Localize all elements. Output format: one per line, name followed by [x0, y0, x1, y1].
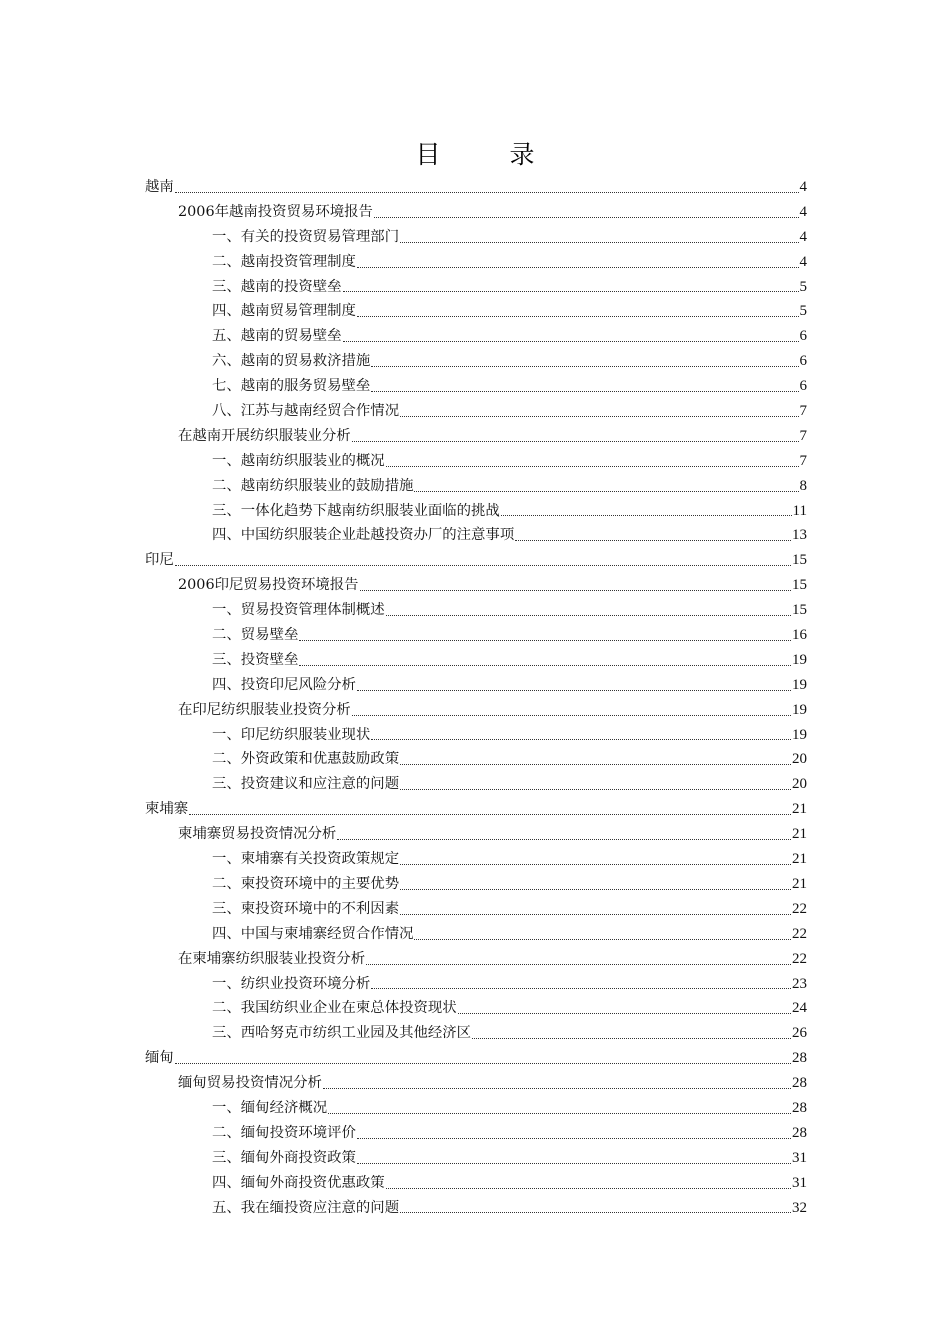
dot-leader	[323, 1088, 791, 1089]
toc-entry[interactable]	[145, 623, 807, 648]
toc-entry-label: 在柬埔寨纺织服装业投资分析	[178, 950, 366, 967]
dot-leader	[400, 789, 791, 790]
toc-entry-label: 一、有关的投资贸易管理部门	[212, 228, 400, 245]
dot-leader	[400, 764, 791, 765]
toc-entry-page-number: 11	[792, 502, 807, 519]
dot-leader	[371, 366, 798, 367]
dot-leader	[371, 391, 798, 392]
toc-entry-page-number: 21	[792, 851, 807, 868]
toc-entry-page-number: 28	[792, 1050, 807, 1067]
toc-entry-label: 越南	[145, 179, 174, 195]
toc-entry[interactable]	[145, 772, 807, 797]
toc-entry-page-number: 15	[792, 602, 807, 619]
dot-leader	[366, 964, 791, 965]
dot-leader	[386, 1188, 791, 1189]
toc-entry-page-number: 22	[792, 925, 807, 942]
toc-entry-page-number: 4	[799, 203, 807, 220]
toc-entry-label: 二、我国纺织业企业在柬总体投资现状	[212, 1000, 457, 1017]
toc-entry-page-number: 19	[792, 651, 807, 668]
dot-leader	[400, 416, 798, 417]
toc-entry-label: 一、越南纺织服装业的概况	[212, 452, 385, 469]
toc-entry-label: 二、缅甸投资环境评价	[212, 1124, 356, 1141]
toc-entry-label: 印尼	[145, 552, 174, 569]
toc-entry[interactable]	[145, 349, 807, 374]
toc-entry-label: 二、柬投资环境中的主要优势	[212, 875, 400, 892]
toc-entry[interactable]	[145, 424, 807, 449]
toc-entry[interactable]	[145, 797, 807, 822]
toc-entry[interactable]	[145, 747, 807, 772]
dot-leader	[501, 515, 792, 516]
toc-entry-page-number: 4	[799, 228, 807, 245]
toc-entry[interactable]	[145, 897, 807, 922]
toc-entry-page-number: 5	[799, 278, 807, 295]
toc-entry-page-number: 28	[792, 1124, 807, 1141]
toc-entry-label: 五、越南的贸易壁垒	[212, 328, 342, 345]
toc-entry-page-number: 28	[792, 1099, 807, 1116]
toc-entry[interactable]	[145, 548, 807, 573]
dot-leader	[352, 715, 791, 716]
toc-entry[interactable]	[145, 648, 807, 673]
toc-entry[interactable]	[145, 324, 807, 349]
toc-entry[interactable]	[145, 1021, 807, 1046]
dot-leader	[352, 441, 799, 442]
toc-entry-label: 柬埔寨贸易投资情况分析	[178, 826, 337, 843]
toc-entry-label: 三、投资壁垒	[212, 651, 299, 668]
toc-entry[interactable]	[145, 972, 807, 997]
toc-entry[interactable]	[145, 175, 807, 200]
toc-entry-page-number: 7	[799, 452, 807, 469]
toc-entry-page-number: 6	[799, 353, 807, 370]
toc-entry-label: 在越南开展纺织服装业分析	[178, 427, 351, 444]
toc-entry[interactable]	[145, 723, 807, 748]
toc-entry-label: 2006印尼贸易投资环境报告	[178, 577, 359, 594]
toc-entry-page-number: 32	[792, 1199, 807, 1216]
dot-leader	[386, 615, 791, 616]
toc-entry[interactable]	[145, 872, 807, 897]
dot-leader	[515, 540, 791, 541]
toc-entry-page-number: 16	[792, 627, 807, 644]
toc-entry-page-number: 5	[799, 303, 807, 320]
toc-entry-label: 缅甸	[145, 1050, 174, 1067]
toc-entry-label: 四、中国与柬埔寨经贸合作情况	[212, 925, 414, 942]
toc-entry-page-number: 13	[792, 527, 807, 544]
dot-leader	[414, 491, 798, 492]
toc-entry-label: 三、越南的投资壁垒	[212, 278, 342, 295]
toc-entry-page-number: 22	[792, 900, 807, 917]
toc-entry[interactable]	[145, 474, 807, 499]
toc-entry-page-number: 26	[792, 1025, 807, 1042]
toc-entry[interactable]	[145, 499, 807, 524]
toc-entry-page-number: 19	[792, 726, 807, 743]
toc-entry-page-number: 8	[799, 477, 807, 494]
toc-entry-label: 二、越南纺织服装业的鼓励措施	[212, 477, 414, 494]
toc-entry-page-number: 20	[792, 776, 807, 793]
toc-entry-label: 五、我在缅投资应注意的问题	[212, 1199, 400, 1216]
dot-leader	[357, 1138, 791, 1139]
toc-entry-page-number: 23	[792, 975, 807, 992]
dot-leader	[400, 889, 791, 890]
toc-entry[interactable]	[145, 250, 807, 275]
toc-entry-page-number: 19	[792, 676, 807, 693]
dot-leader	[343, 291, 799, 292]
table-of-contents	[145, 175, 807, 1220]
toc-entry-label: 四、投资印尼风险分析	[212, 676, 356, 693]
toc-entry-label: 四、越南贸易管理制度	[212, 303, 356, 320]
toc-entry-page-number: 7	[799, 403, 807, 420]
toc-entry[interactable]	[145, 1096, 807, 1121]
toc-entry-label: 在印尼纺织服装业投资分析	[178, 701, 351, 718]
dot-leader	[175, 192, 799, 193]
dot-leader	[400, 242, 798, 243]
dot-leader	[400, 1212, 791, 1213]
toc-entry-page-number: 6	[799, 378, 807, 395]
toc-entry[interactable]	[145, 822, 807, 847]
dot-leader	[343, 341, 799, 342]
toc-entry-page-number: 15	[792, 577, 807, 594]
toc-entry-label: 七、越南的服务贸易壁垒	[212, 378, 371, 395]
toc-entry-label: 四、缅甸外商投资优惠政策	[212, 1174, 385, 1191]
toc-entry[interactable]	[145, 1171, 807, 1196]
toc-entry-page-number: 4	[799, 179, 807, 195]
toc-entry[interactable]	[145, 598, 807, 623]
toc-entry-page-number: 31	[792, 1174, 807, 1191]
toc-entry-label: 二、贸易壁垒	[212, 627, 299, 644]
dot-leader	[189, 814, 791, 815]
toc-entry-label: 一、缅甸经济概况	[212, 1099, 328, 1116]
toc-entry-page-number: 31	[792, 1149, 807, 1166]
toc-entry-page-number: 28	[792, 1075, 807, 1092]
toc-entry-page-number: 21	[792, 875, 807, 892]
toc-entry-page-number: 4	[799, 253, 807, 270]
toc-entry[interactable]	[145, 374, 807, 399]
toc-entry-label: 三、柬投资环境中的不利因素	[212, 900, 400, 917]
toc-entry-label: 三、缅甸外商投资政策	[212, 1149, 356, 1166]
toc-entry-page-number: 22	[792, 950, 807, 967]
dot-leader	[337, 839, 791, 840]
dot-leader	[357, 316, 799, 317]
dot-leader	[371, 988, 791, 989]
toc-entry[interactable]	[145, 573, 807, 598]
toc-entry-label: 缅甸贸易投资情况分析	[178, 1075, 322, 1092]
toc-entry[interactable]	[145, 698, 807, 723]
dot-leader	[299, 640, 791, 641]
dot-leader	[400, 864, 791, 865]
toc-entry-label: 六、越南的贸易救济措施	[212, 353, 371, 370]
toc-entry-label: 三、一体化趋势下越南纺织服装业面临的挑战	[212, 502, 500, 519]
dot-leader	[400, 914, 791, 915]
toc-entry-label: 四、中国纺织服装企业赴越投资办厂的注意事项	[212, 527, 515, 544]
toc-entry[interactable]	[145, 225, 807, 250]
toc-entry-page-number: 15	[792, 552, 807, 569]
toc-entry[interactable]	[145, 1046, 807, 1071]
toc-entry-label: 2006年越南投资贸易环境报告	[178, 203, 373, 220]
dot-leader	[299, 665, 791, 666]
toc-entry[interactable]	[145, 922, 807, 947]
dot-leader	[414, 939, 791, 940]
dot-leader	[357, 1163, 791, 1164]
dot-leader	[374, 217, 799, 218]
toc-entry-label: 一、纺织业投资环境分析	[212, 975, 371, 992]
toc-entry[interactable]	[145, 299, 807, 324]
toc-entry[interactable]	[145, 275, 807, 300]
toc-entry[interactable]	[145, 523, 807, 548]
toc-entry[interactable]	[145, 200, 807, 225]
toc-entry-label: 三、投资建议和应注意的问题	[212, 776, 400, 793]
toc-entry-page-number: 20	[792, 751, 807, 768]
toc-entry-label: 三、西哈努克市纺织工业园及其他经济区	[212, 1025, 472, 1042]
toc-entry-page-number: 24	[792, 1000, 807, 1017]
toc-entry-page-number: 19	[792, 701, 807, 718]
toc-entry-label: 一、贸易投资管理体制概述	[212, 602, 385, 619]
toc-entry-label: 柬埔寨	[145, 801, 189, 818]
dot-leader	[357, 267, 799, 268]
toc-entry[interactable]	[145, 399, 807, 424]
toc-entry-label: 二、越南投资管理制度	[212, 253, 356, 270]
toc-entry[interactable]	[145, 1146, 807, 1171]
toc-entry[interactable]	[145, 1196, 807, 1221]
toc-entry-page-number: 7	[799, 427, 807, 444]
toc-entry[interactable]	[145, 996, 807, 1021]
dot-leader	[371, 739, 791, 740]
dot-leader	[175, 1063, 791, 1064]
toc-entry-page-number: 6	[799, 328, 807, 345]
toc-entry[interactable]	[145, 673, 807, 698]
toc-title: 目 录	[415, 140, 557, 169]
dot-leader	[386, 466, 799, 467]
toc-entry-label: 二、外资政策和优惠鼓励政策	[212, 751, 400, 768]
dot-leader	[357, 690, 791, 691]
toc-entry[interactable]	[145, 847, 807, 872]
toc-entry-page-number: 21	[792, 801, 807, 818]
toc-entry[interactable]	[145, 947, 807, 972]
dot-leader	[175, 565, 791, 566]
toc-entry-label: 八、江苏与越南经贸合作情况	[212, 403, 400, 420]
dot-leader	[458, 1013, 791, 1014]
dot-leader	[472, 1038, 791, 1039]
dot-leader	[328, 1113, 791, 1114]
toc-entry-label: 一、柬埔寨有关投资政策规定	[212, 851, 400, 868]
dot-leader	[360, 590, 791, 591]
toc-entry[interactable]	[145, 449, 807, 474]
toc-entry-page-number: 21	[792, 826, 807, 843]
toc-entry[interactable]	[145, 1121, 807, 1146]
toc-entry[interactable]	[145, 1071, 807, 1096]
toc-entry-label: 一、印尼纺织服装业现状	[212, 726, 371, 743]
